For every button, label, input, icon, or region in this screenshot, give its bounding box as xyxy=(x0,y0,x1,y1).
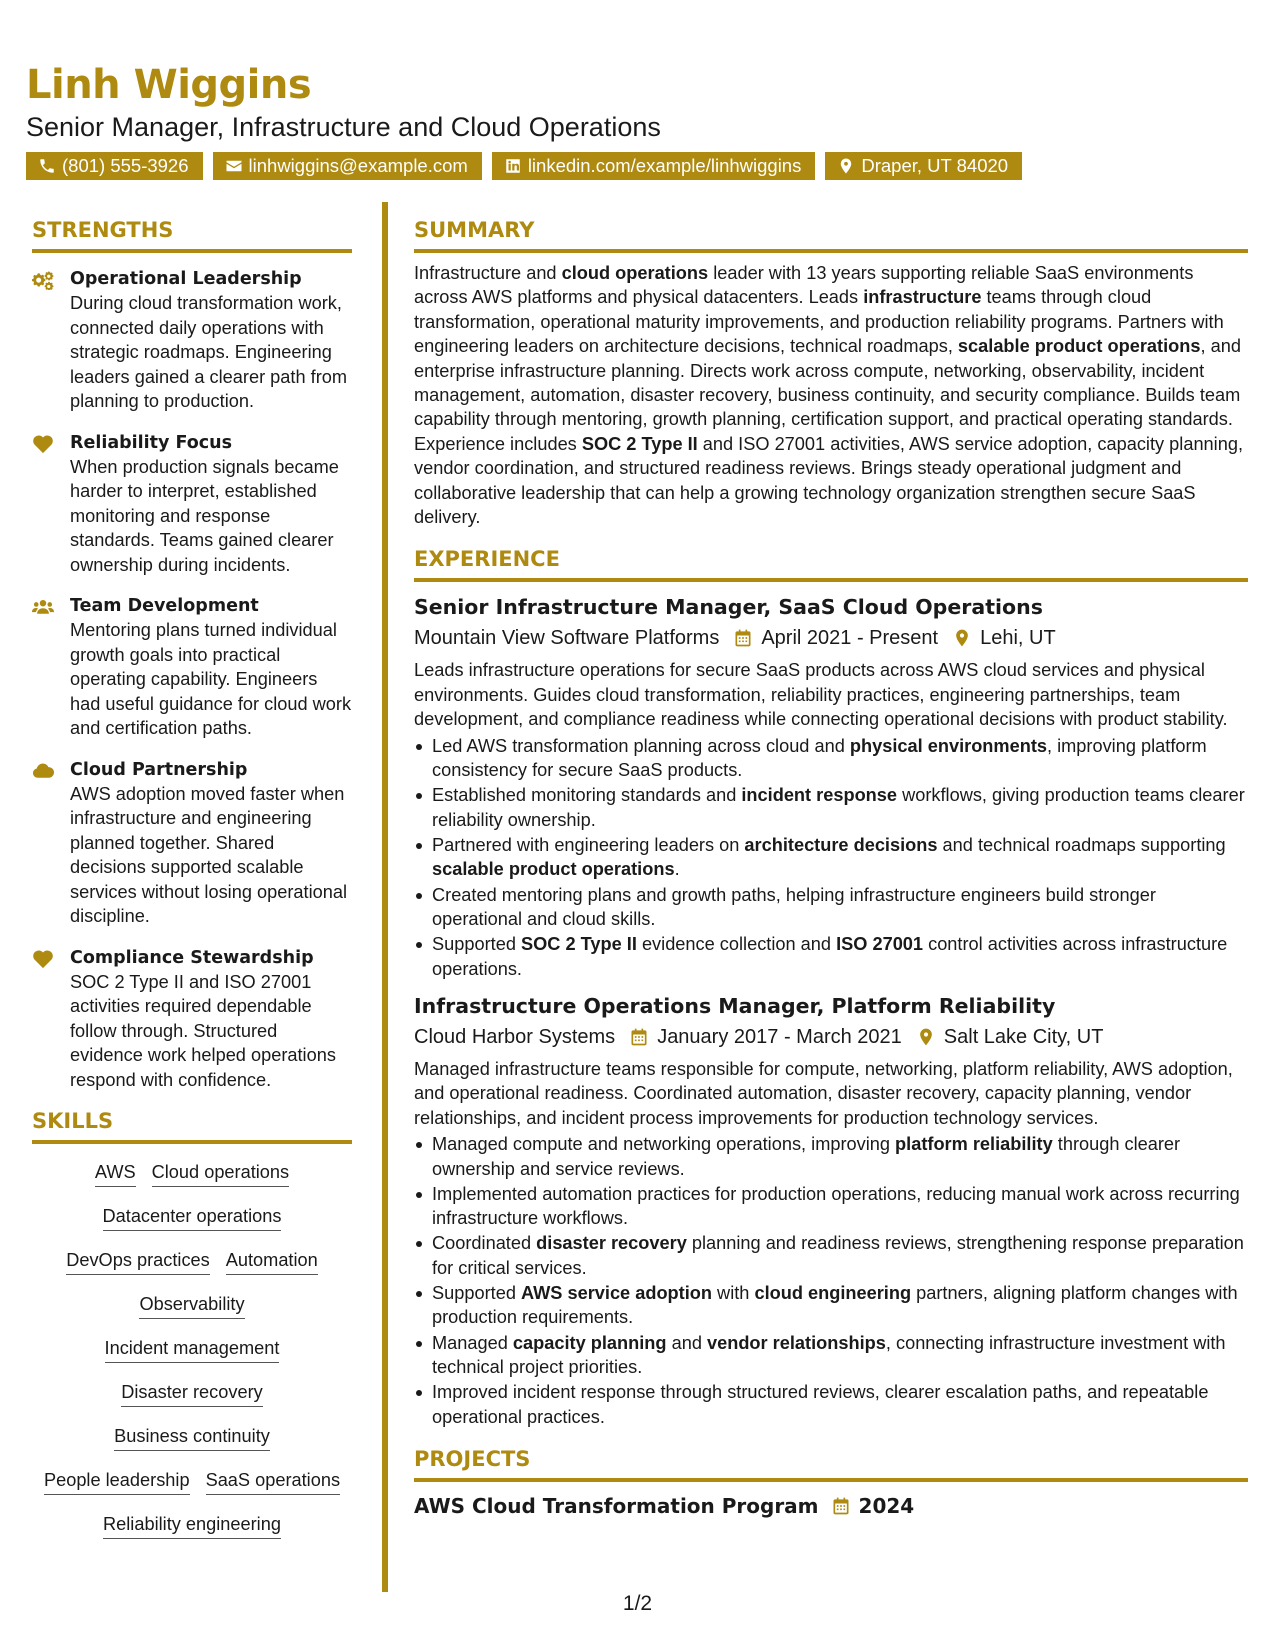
strength-body xyxy=(70,946,352,1093)
candidate-name: Linh Wiggins xyxy=(26,62,312,108)
bold-text: SOC 2 Type II xyxy=(581,433,698,454)
skill-row xyxy=(32,1424,352,1451)
project-year: 2024 xyxy=(858,1494,915,1519)
strength-description: Mentoring plans turned individual growth goals into practical operating capability. Engineers had useful guidance for cloud work and certification paths. xyxy=(70,620,352,738)
strength-title: Reliability Focus xyxy=(70,432,233,453)
bullet-item xyxy=(432,1331,1248,1380)
strength-body xyxy=(70,431,352,578)
bullet-item xyxy=(432,734,1248,783)
calendar-icon xyxy=(733,628,753,648)
bold-text: disaster recovery xyxy=(536,1233,687,1254)
strength-item xyxy=(32,267,352,414)
skill-tag: Incident management xyxy=(105,1336,280,1363)
strength-description: AWS adoption moved faster when infrastructure and engineering planned together. Shared decisions supported scalable services without losing operational discipline. xyxy=(70,783,348,926)
project-entry xyxy=(414,1494,1248,1518)
jobs-list xyxy=(414,592,1248,1429)
skill-tag: DevOps practices xyxy=(66,1248,210,1275)
calendar-icon xyxy=(831,1496,851,1516)
contact-bar xyxy=(26,152,1022,180)
text-segment: control activities across infrastructure operations. xyxy=(432,934,1228,979)
strength-item xyxy=(32,946,352,1093)
skills-list xyxy=(32,1160,352,1539)
strength-item xyxy=(32,758,352,929)
experience-heading: EXPERIENCE xyxy=(414,547,1248,582)
job-description: Managed infrastructure teams responsible for compute, networking, platform reliability, AWS adoption, and operational readiness. Coordinated automation, disaster recovery, capacity planning, vendor relationships, and incident process improvements for production technology services. xyxy=(414,1058,1233,1128)
strengths-list xyxy=(32,267,352,1092)
bullet-item xyxy=(432,1281,1248,1330)
text-segment: leader with 13 years supporting reliable SaaS environments across AWS platforms and physical datacenters. Leads xyxy=(414,263,1194,308)
text-segment: Managed xyxy=(432,1332,513,1353)
skill-tag: People leadership xyxy=(44,1468,190,1495)
text-segment: Created mentoring plans and growth paths, helping infrastructure engineers build stronger operational and cloud skills. xyxy=(432,884,1156,929)
left-column xyxy=(32,218,352,1556)
calendar-icon xyxy=(629,1027,649,1047)
heart-icon xyxy=(32,946,56,1093)
skill-row xyxy=(32,1380,352,1407)
bold-text: cloud engineering xyxy=(754,1282,912,1303)
text-segment: Supported xyxy=(432,934,521,955)
strength-title: Operational Leadership xyxy=(70,269,302,289)
strength-body xyxy=(70,267,352,414)
skill-row xyxy=(32,1292,352,1319)
job-meta xyxy=(414,1021,1248,1053)
skill-row xyxy=(32,1468,352,1495)
bold-text: SOC 2 Type II xyxy=(520,934,637,955)
bold-text: vendor relationships xyxy=(706,1332,886,1353)
job-location: Salt Lake City, UT xyxy=(943,1025,1104,1048)
bold-text: infrastructure xyxy=(863,287,982,308)
location-text: Draper, UT 84020 xyxy=(861,155,1009,176)
skill-row xyxy=(32,1160,352,1187)
page-number: 1/2 xyxy=(622,1592,653,1615)
strength-item xyxy=(32,431,352,578)
summary-text xyxy=(414,261,1248,529)
bold-text: ISO 27001 xyxy=(836,934,924,955)
location-chip xyxy=(825,152,1022,180)
text-segment: and technical roadmaps supporting xyxy=(937,834,1226,855)
text-segment: with xyxy=(712,1282,755,1303)
bullet-item xyxy=(432,932,1248,981)
company-name: Mountain View Software Platforms xyxy=(414,627,720,650)
bold-text: scalable product operations xyxy=(432,859,675,880)
skill-tag: Observability xyxy=(139,1292,244,1319)
email-text: linhwiggins@example.com xyxy=(248,155,468,176)
text-segment: Partnered with engineering leaders on xyxy=(432,834,745,855)
bold-text: AWS service adoption xyxy=(520,1282,712,1303)
bold-text: scalable product operations xyxy=(957,336,1201,357)
skill-tag: Business continuity xyxy=(114,1424,270,1451)
cloud-icon xyxy=(32,758,56,929)
job-title: Senior Infrastructure Manager, SaaS Cloud Operations xyxy=(414,595,1043,620)
skill-row xyxy=(32,1512,352,1539)
text-segment: Improved incident response through structured reviews, clearer escalation paths, and repeatable operational practices. xyxy=(432,1382,1209,1427)
text-segment: Established monitoring standards and xyxy=(432,785,742,806)
skill-tag: Reliability engineering xyxy=(103,1512,281,1539)
text-segment: partners, aligning platform changes with production requirements. xyxy=(432,1282,1238,1328)
project-title: AWS Cloud Transformation Program xyxy=(414,1494,819,1519)
bullet-item xyxy=(432,883,1248,932)
bullet-item xyxy=(432,783,1248,832)
gears-icon xyxy=(32,267,56,414)
map-pin-icon xyxy=(837,157,855,175)
text-segment: Led AWS transformation planning across cloud and xyxy=(432,735,850,756)
strength-title: Compliance Stewardship xyxy=(70,947,314,968)
skill-tag: AWS xyxy=(95,1160,136,1187)
job-bullets xyxy=(414,734,1248,981)
bold-text: cloud operations xyxy=(561,263,709,283)
job-bullets xyxy=(414,1132,1248,1429)
phone-chip[interactable] xyxy=(26,152,203,180)
strength-description: During cloud transformation work, connected daily operations with strategic roadmaps. Engineering leaders gained a clearer path from planning to production. xyxy=(70,293,348,411)
text-segment: Coordinated xyxy=(432,1233,537,1254)
job-dates: April 2021 - Present xyxy=(761,627,939,650)
job-description: Leads infrastructure operations for secure SaaS products across AWS cloud services and physical environments. Guides cloud transformation, reliability practices, engineering partnerships, team development, and compliance readiness while connecting operational decisions with product stability. xyxy=(414,660,1228,730)
phone-icon xyxy=(38,157,56,175)
linkedin-icon xyxy=(504,157,522,175)
text-segment: . xyxy=(674,859,680,880)
strength-body xyxy=(70,758,352,929)
text-segment: Supported xyxy=(432,1282,521,1303)
bullet-item xyxy=(432,1132,1248,1181)
linkedin-chip[interactable] xyxy=(492,152,816,180)
text-segment: through clearer ownership and service reviews. xyxy=(432,1134,1181,1179)
text-segment: Infrastructure and xyxy=(414,263,562,283)
skill-tag: SaaS operations xyxy=(206,1468,340,1495)
text-segment: Implemented automation practices for production operations, reducing manual work across recurring infrastructure workflows. xyxy=(432,1183,1240,1229)
text-segment: workflows, giving production teams clearer reliability ownership. xyxy=(432,785,1245,830)
strength-title: Team Development xyxy=(70,596,259,616)
text-segment: , improving platform consistency for secure SaaS products. xyxy=(432,735,1207,781)
text-segment: and xyxy=(666,1332,707,1353)
text-segment: , and enterprise infrastructure planning. Directs work across compute, networking, observability, incident management, automation, disaster recovery, business continuity, and security compliance. Builds team capability through mentoring, growth planning, certification support, and practical operating standards. Experience includes xyxy=(414,336,1241,454)
bold-text: physical environments xyxy=(849,735,1047,756)
strength-item xyxy=(32,594,352,741)
right-column xyxy=(414,218,1248,1518)
email-chip[interactable] xyxy=(213,152,482,180)
strength-description: SOC 2 Type II and ISO 27001 activities required dependable follow through. Structured evidence work helped operations respond with confidence. xyxy=(70,971,336,1090)
job-meta xyxy=(414,622,1248,654)
users-icon xyxy=(32,594,56,741)
bullet-item xyxy=(432,1231,1248,1280)
bold-text: architecture decisions xyxy=(744,834,938,855)
heart-icon xyxy=(32,431,56,578)
skill-tag: Automation xyxy=(226,1248,318,1275)
envelope-icon xyxy=(225,157,243,175)
skill-tag: Disaster recovery xyxy=(121,1380,263,1407)
text-segment: planning and readiness reviews, strengthening response preparation for critical services. xyxy=(432,1233,1244,1278)
bold-text: incident response xyxy=(741,785,898,806)
column-divider xyxy=(382,202,388,1592)
job-dates: January 2017 - March 2021 xyxy=(657,1025,902,1048)
skill-tag: Datacenter operations xyxy=(103,1204,282,1231)
text-segment: evidence collection and xyxy=(636,934,837,955)
skill-row xyxy=(32,1204,352,1231)
linkedin-text: linkedin.com/example/linhwiggins xyxy=(527,155,802,176)
summary-heading: SUMMARY xyxy=(414,218,1248,253)
strength-description: When production signals became harder to interpret, established monitoring and response standards. Teams gained clearer ownership during incidents. xyxy=(70,456,339,575)
skill-tag: Cloud operations xyxy=(152,1160,290,1187)
text-segment: and ISO 27001 activities, AWS service adoption, capacity planning, vendor coordination, and structured readiness reviews. Brings steady operational judgment and collaborative leadership that can help a growing technology organization strengthen secure SaaS delivery. xyxy=(414,433,1243,528)
text-segment: , connecting infrastructure investment with technical project priorities. xyxy=(432,1332,1226,1377)
skills-heading: SKILLS xyxy=(32,1109,352,1144)
bullet-item xyxy=(432,833,1248,882)
job-title: Infrastructure Operations Manager, Platform Reliability xyxy=(414,993,1056,1018)
bullet-item xyxy=(432,1380,1248,1429)
skill-row xyxy=(32,1336,352,1363)
text-segment: Managed compute and networking operations, improving xyxy=(432,1134,896,1155)
strength-title: Cloud Partnership xyxy=(70,759,248,780)
phone-text: (801) 555-3926 xyxy=(62,155,189,176)
projects-list xyxy=(414,1494,1248,1518)
company-name: Cloud Harbor Systems xyxy=(414,1025,616,1048)
job-entry xyxy=(414,991,1248,1429)
candidate-headline: Senior Manager, Infrastructure and Cloud Operations xyxy=(26,112,661,142)
text-segment: teams through cloud transformation, operational maturity improvements, and production reliability programs. Partners with engineering leaders on architecture decisions, technical roadmaps, xyxy=(414,287,1224,357)
bullet-item xyxy=(432,1182,1248,1231)
map-pin-icon xyxy=(916,1027,936,1047)
strengths-heading: STRENGTHS xyxy=(32,218,352,253)
bold-text: platform reliability xyxy=(895,1134,1053,1155)
job-entry xyxy=(414,592,1248,980)
strength-body xyxy=(70,594,352,741)
map-pin-icon xyxy=(952,628,972,648)
bold-text: capacity planning xyxy=(512,1332,667,1353)
projects-heading: PROJECTS xyxy=(414,1447,1248,1482)
skill-row xyxy=(32,1248,352,1275)
job-location: Lehi, UT xyxy=(980,627,1056,650)
